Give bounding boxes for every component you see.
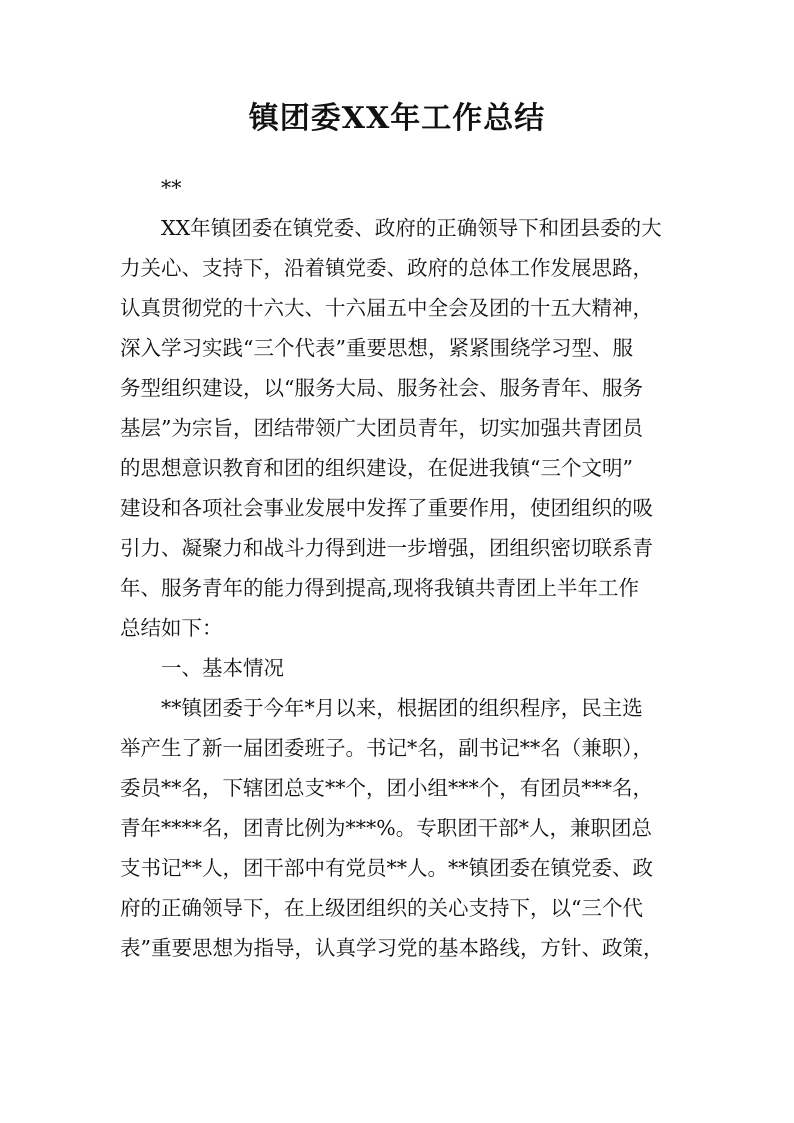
text-line: 支书记**人，团干部中有党员**人。**镇团委在镇党委、政 — [120, 856, 653, 880]
paragraph-basic-info — [120, 688, 680, 968]
text-line: 总结如下： — [120, 616, 223, 640]
section-heading-text: 一、基本情况 — [161, 656, 284, 680]
author-name: ** — [161, 176, 182, 200]
text-line: XX年镇团委在镇党委、政府的正确领导下和团县委的大 — [161, 216, 662, 240]
text-line: 建设和各项社会事业发展中发挥了重要作用，使团组织的吸 — [120, 496, 653, 520]
text-line: 委员**名，下辖团总支**个，团小组***个，有团员***名， — [120, 776, 653, 800]
text-line: 府的正确领导下，在上级团组织的关心支持下，以“三个代 — [120, 896, 643, 920]
text-line: 表”重要思想为指导，认真学习党的基本路线，方针、政策， — [120, 936, 664, 960]
paragraph-intro — [120, 208, 680, 648]
text-line: 基层”为宗旨，团结带领广大团员青年，切实加强共青团员 — [120, 416, 643, 440]
text-line: 引力、凝聚力和战斗力得到进一步增强，团组织密切联系青 — [120, 536, 653, 560]
text-line: **镇团委于今年*月以来，根据团的组织程序，民主选 — [161, 696, 643, 720]
document-body — [120, 168, 680, 968]
text-line: 的思想意识教育和团的组织建设，在促进我镇“三个文明” — [120, 456, 633, 480]
text-line: 力关心、支持下，沿着镇党委、政府的总体工作发展思路， — [120, 256, 653, 280]
text-line: 举产生了新一届团委班子。书记*名，副书记**名（兼职）， — [120, 736, 653, 760]
author-line — [120, 168, 680, 208]
text-line: 青年****名，团青比例为***%。专职团干部*人，兼职团总 — [120, 816, 652, 840]
text-line: 深入学习实践“三个代表”重要思想，紧紧围绕学习型、服 — [120, 336, 633, 360]
section-heading — [120, 648, 680, 688]
text-line: 年、服务青年的能力得到提高,现将我镇共青团上半年工作 — [120, 576, 640, 600]
text-line: 务型组织建设，以“服务大局、服务社会、服务青年、服务 — [120, 376, 643, 400]
document-title: 镇团委XX年工作总结 — [248, 101, 546, 136]
text-line: 认真贯彻党的十六大、十六届五中全会及团的十五大精神， — [120, 296, 653, 320]
